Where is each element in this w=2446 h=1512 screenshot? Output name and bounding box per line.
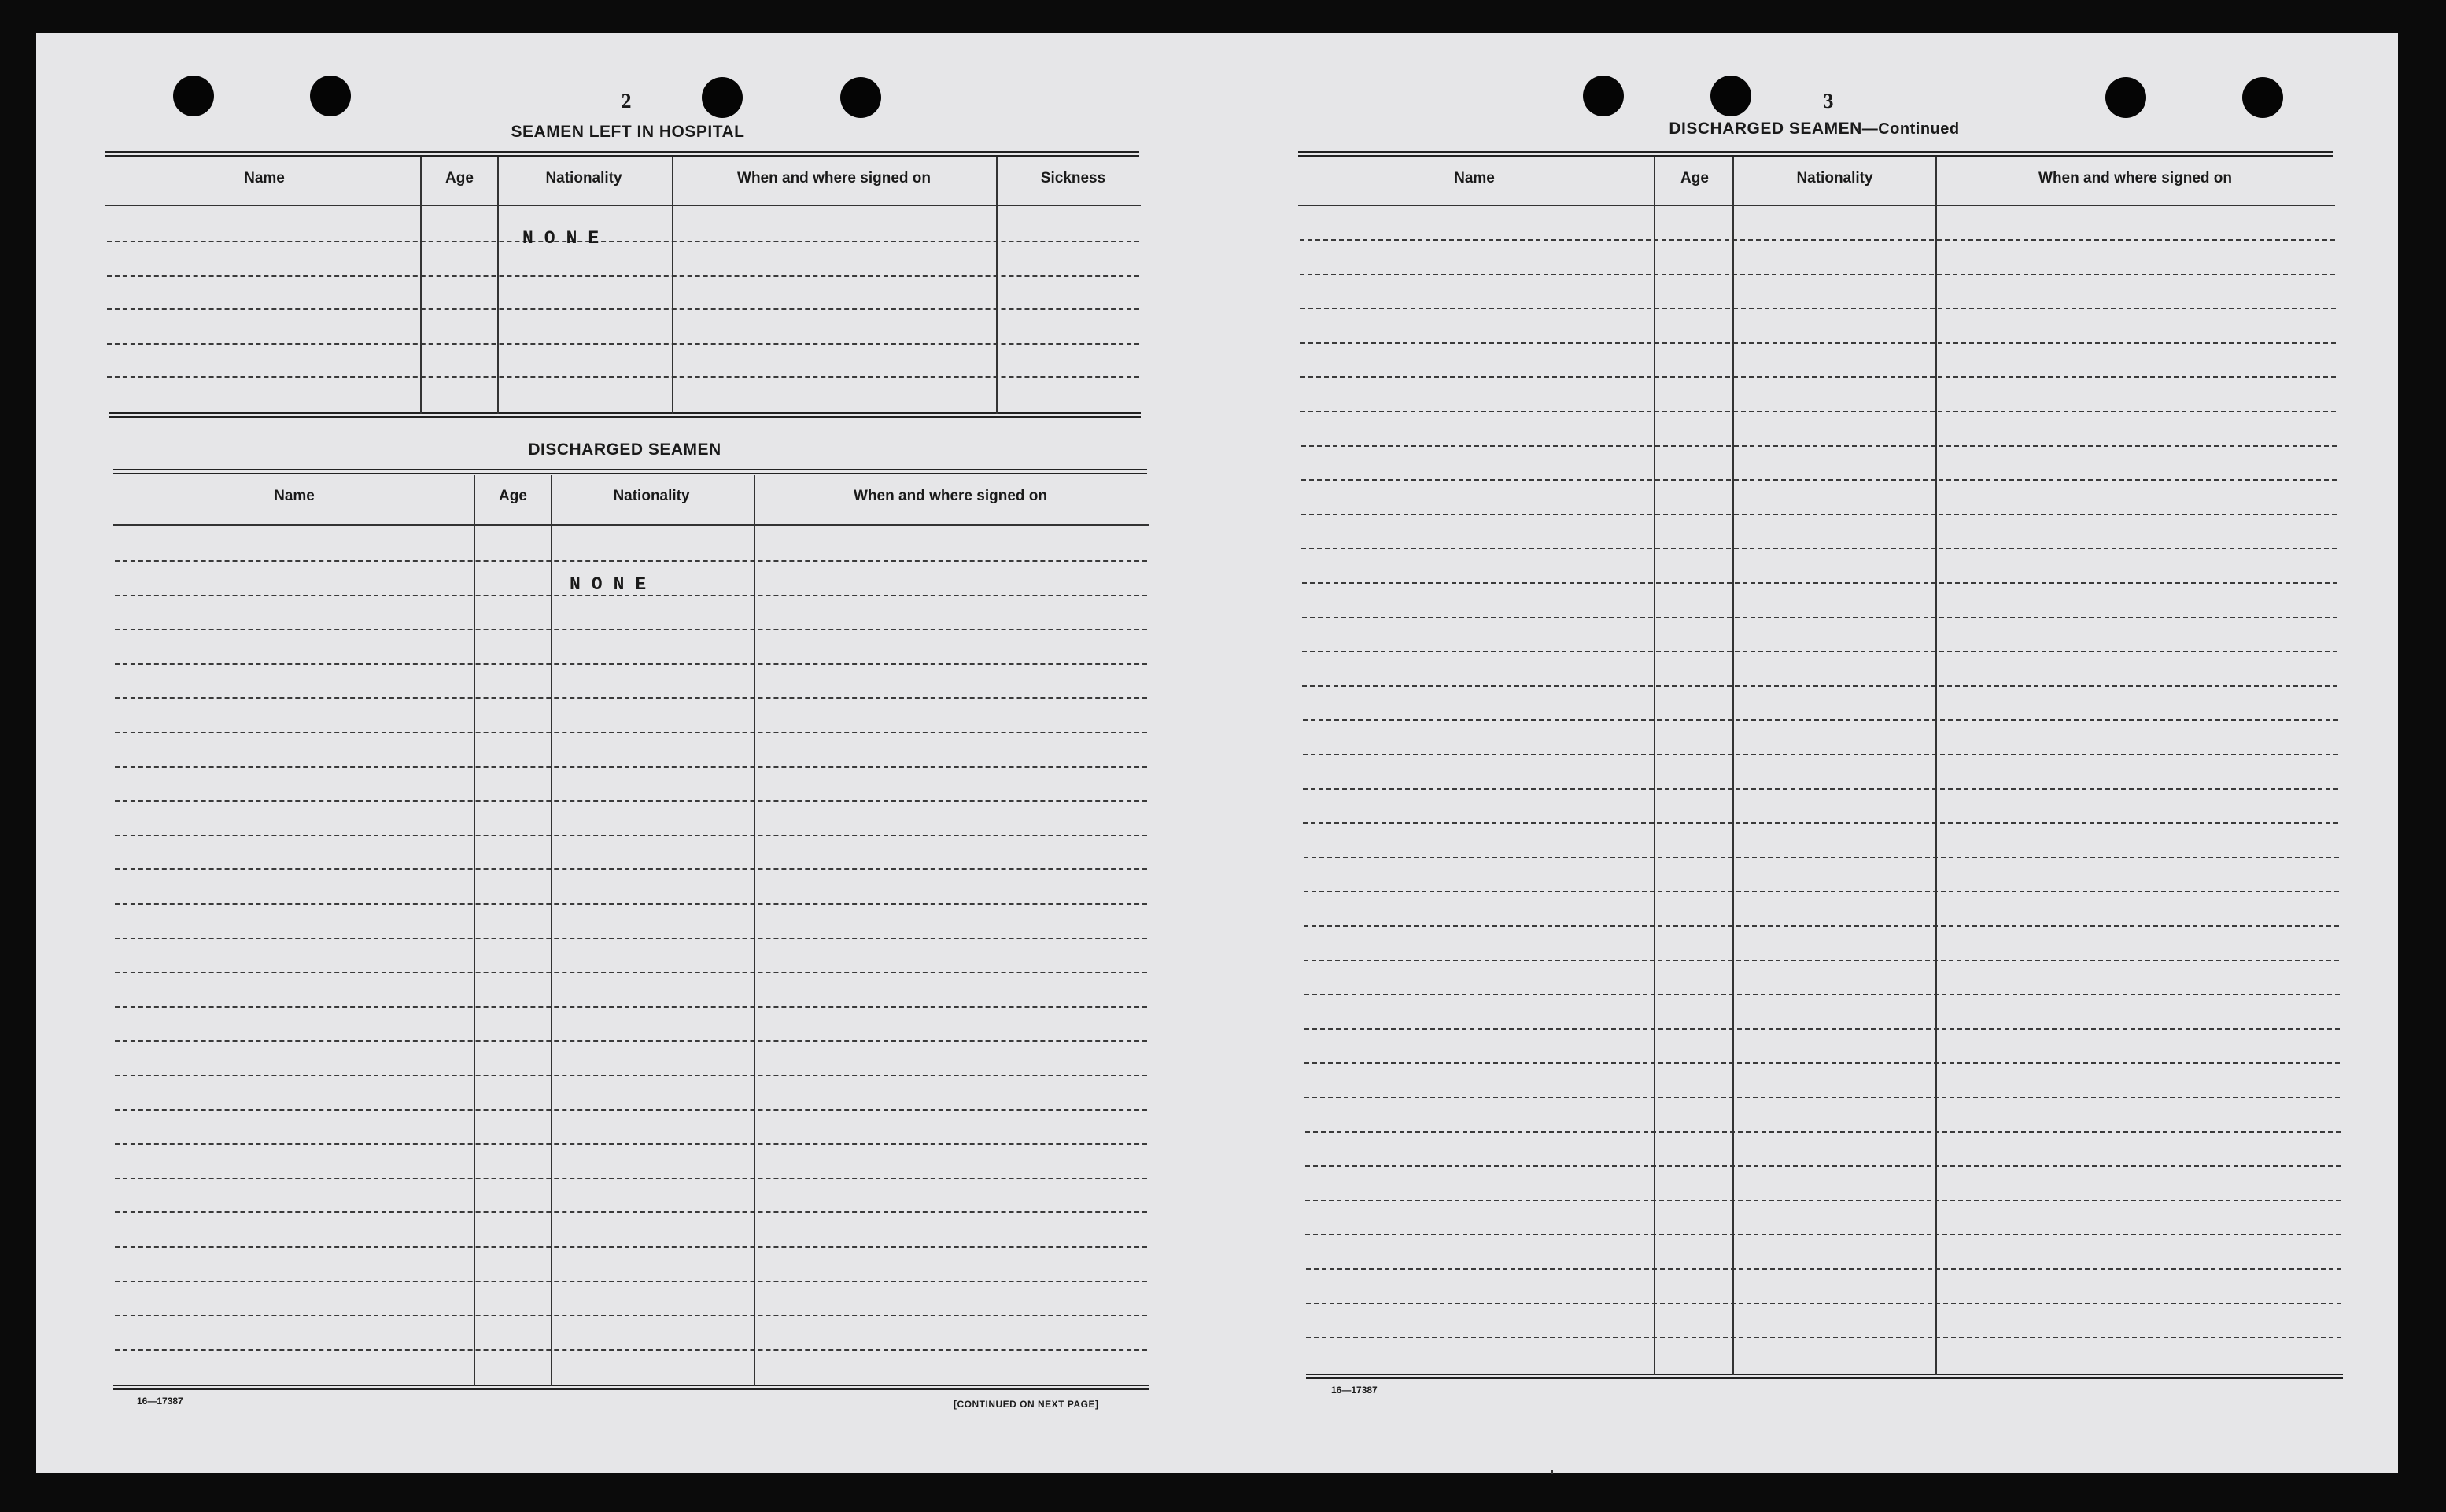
row-rule [1301, 479, 2337, 481]
typed-entry-none: NONE [522, 228, 611, 249]
row-rule [115, 1349, 1147, 1351]
column-header-when-where: When and where signed on [854, 488, 1047, 504]
table-top-rule [105, 151, 1139, 157]
row-rule [1303, 719, 2338, 721]
column-divider [1935, 157, 1937, 1375]
header-rule [105, 205, 1141, 206]
row-rule [107, 343, 1139, 345]
section-title-suffix: —Continued [1861, 120, 1960, 138]
punch-hole [840, 77, 881, 118]
column-header-when-where: When and where signed on [737, 170, 931, 186]
column-header-sickness: Sickness [1040, 170, 1106, 186]
section-title-text: DISCHARGED SEAMEN [1669, 120, 1862, 138]
row-rule [1300, 342, 2336, 344]
table-top-rule [113, 469, 1147, 474]
row-rule [1300, 274, 2335, 275]
header-rule [113, 524, 1149, 526]
table-bottom-rule [109, 412, 1141, 418]
row-rule [115, 1281, 1147, 1282]
document-sheet [36, 33, 2398, 1473]
row-rule [115, 732, 1147, 733]
row-rule [115, 560, 1147, 562]
page-number: 3 [1823, 90, 1834, 112]
row-rule [1302, 651, 2337, 652]
row-rule [115, 1178, 1147, 1179]
row-rule [1300, 308, 2336, 309]
row-rule [1304, 857, 2339, 858]
table-top-rule [1298, 151, 2333, 157]
row-rule [1303, 822, 2338, 824]
row-rule [1302, 617, 2337, 618]
column-divider [420, 157, 422, 414]
column-header-age: Age [1680, 170, 1709, 186]
column-divider [1654, 157, 1655, 1375]
row-rule [115, 1040, 1147, 1042]
row-rule [1300, 411, 2336, 412]
row-rule [115, 595, 1147, 596]
row-rule [1302, 685, 2337, 687]
punch-hole [1583, 76, 1624, 116]
row-rule [1304, 891, 2339, 892]
row-rule [115, 1211, 1147, 1213]
table-bottom-rule [113, 1385, 1149, 1390]
column-header-nationality: Nationality [613, 488, 690, 504]
row-rule [1305, 1131, 2341, 1133]
row-rule [1303, 788, 2338, 790]
column-header-when-where: When and where signed on [2038, 170, 2232, 186]
row-rule [107, 275, 1139, 277]
row-rule [115, 697, 1147, 699]
column-header-age: Age [445, 170, 474, 186]
column-divider [672, 157, 673, 414]
punch-hole [702, 77, 743, 118]
row-rule [107, 308, 1139, 310]
column-header-nationality: Nationality [545, 170, 622, 186]
row-rule [1304, 1028, 2340, 1030]
row-rule [1304, 1097, 2340, 1098]
discharged-section-title: DISCHARGED SEAMEN [528, 441, 721, 459]
column-divider [497, 157, 499, 414]
column-divider [551, 475, 552, 1386]
row-rule [115, 663, 1147, 665]
punch-hole [2242, 77, 2283, 118]
row-rule [107, 376, 1139, 378]
form-number: 16—17387 [1331, 1385, 1378, 1396]
punch-hole [2105, 77, 2146, 118]
row-rule [115, 800, 1147, 802]
continued-note: [CONTINUED ON NEXT PAGE] [954, 1399, 1099, 1410]
column-divider [474, 475, 475, 1386]
row-rule [115, 868, 1147, 870]
row-rule [1303, 754, 2338, 755]
punch-hole [310, 76, 351, 116]
row-rule [1300, 376, 2336, 378]
row-rule [1304, 960, 2339, 961]
page-number: 2 [621, 90, 632, 112]
row-rule [115, 903, 1147, 905]
row-rule [115, 938, 1147, 939]
row-rule [1306, 1337, 2341, 1338]
row-rule [1302, 582, 2337, 584]
row-rule [1304, 1062, 2340, 1064]
row-rule [107, 241, 1139, 242]
column-header-name: Name [244, 170, 285, 186]
row-rule [1304, 925, 2339, 927]
row-rule [1306, 1268, 2341, 1270]
row-rule [1301, 514, 2337, 515]
column-divider [754, 475, 755, 1386]
row-rule [115, 835, 1147, 836]
punch-hole [173, 76, 214, 116]
column-header-nationality: Nationality [1796, 170, 1873, 186]
header-rule [1298, 205, 2335, 206]
row-rule [115, 1246, 1147, 1248]
row-rule [1301, 445, 2337, 447]
row-rule [115, 1006, 1147, 1008]
column-header-name: Name [1454, 170, 1495, 186]
column-divider [1732, 157, 1734, 1375]
row-rule [1305, 1165, 2341, 1167]
row-rule [1305, 1200, 2341, 1201]
row-rule [1300, 239, 2335, 241]
row-rule [1306, 1303, 2341, 1304]
row-rule [1304, 994, 2340, 995]
column-header-age: Age [499, 488, 527, 504]
typed-entry-none: NONE [570, 574, 658, 595]
column-divider [996, 157, 998, 414]
row-rule [115, 1075, 1147, 1076]
table-bottom-rule [1306, 1374, 2343, 1379]
hospital-section-title: SEAMEN LEFT IN HOSPITAL [511, 123, 745, 141]
row-rule [115, 1109, 1147, 1111]
discharged-continued-title [1669, 120, 1959, 138]
column-header-name: Name [274, 488, 315, 504]
row-rule [1301, 548, 2337, 549]
row-rule [115, 972, 1147, 973]
row-rule [1305, 1234, 2341, 1235]
row-rule [115, 1143, 1147, 1145]
form-number: 16—17387 [137, 1396, 183, 1407]
row-rule [115, 766, 1147, 768]
row-rule [115, 1315, 1147, 1316]
punch-hole [1710, 76, 1751, 116]
tick-mark [1551, 1470, 1553, 1474]
row-rule [115, 629, 1147, 630]
